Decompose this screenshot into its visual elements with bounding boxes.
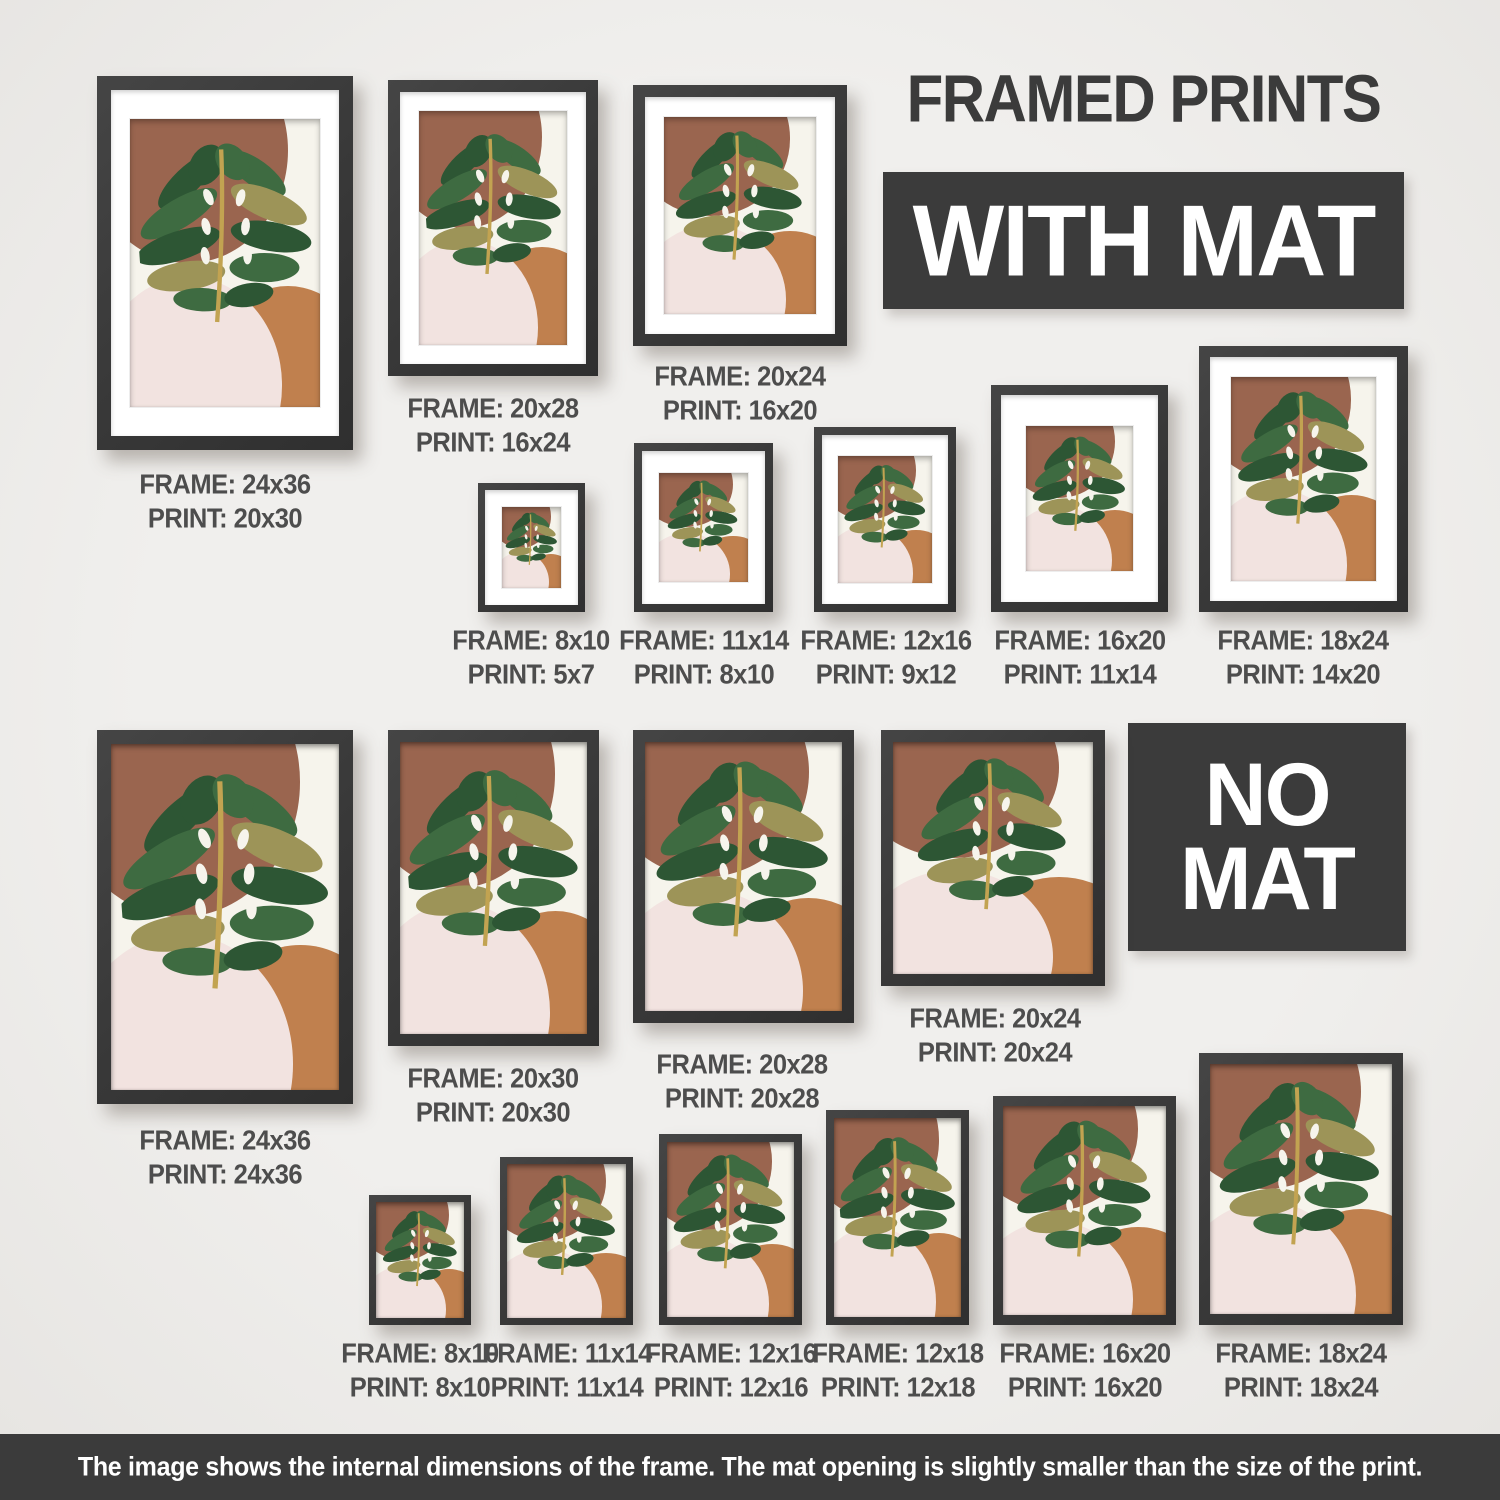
frame-nm-11x14 <box>500 1157 633 1325</box>
no-mat-banner-line2: MAT <box>1180 829 1354 929</box>
page-title <box>883 58 1404 138</box>
print-size-text: PRINT: 11x14 <box>490 1372 644 1404</box>
frame-interior <box>485 490 578 605</box>
print-size-text: PRINT: 20x28 <box>664 1083 820 1115</box>
art-print <box>376 1202 464 1318</box>
frame-size-text: FRAME: 24x36 <box>139 1125 311 1156</box>
art-print <box>502 507 560 588</box>
print-size-text: PRINT: 16x20 <box>662 395 818 427</box>
art-print <box>1231 377 1376 580</box>
frame-size-text: FRAME: 20x24 <box>909 1003 1081 1034</box>
page-title-text: FRAMED PRINTS <box>906 60 1381 136</box>
frame-interior <box>400 92 586 364</box>
frame-size-text: FRAME: 20x30 <box>407 1063 579 1094</box>
frame-interior <box>645 97 835 334</box>
no-mat-banner-line1: NO <box>1204 744 1330 845</box>
footer-bar <box>0 1434 1500 1500</box>
frame-wm-12x16 <box>814 427 956 612</box>
with-mat-banner <box>883 172 1404 309</box>
monstera-artwork <box>834 1118 961 1317</box>
frame-wm-20x28 <box>388 80 598 376</box>
frame-nm-20x30 <box>388 730 599 1046</box>
monstera-artwork <box>1003 1106 1166 1315</box>
print-size-text: PRINT: 16x20 <box>1007 1372 1163 1404</box>
size-label-wm-8x10 <box>452 624 609 692</box>
print-size-text: PRINT: 16x24 <box>415 427 571 459</box>
art-print <box>664 117 816 315</box>
frame-interior <box>1210 1064 1392 1314</box>
frame-size-text: FRAME: 20x28 <box>407 393 579 424</box>
monstera-leaf-icon <box>660 474 747 556</box>
frame-size-text: FRAME: 16x20 <box>999 1338 1171 1369</box>
monstera-leaf-icon <box>112 751 338 1007</box>
monstera-artwork <box>130 119 320 407</box>
frame-nm-12x18 <box>826 1110 969 1325</box>
art-print <box>659 473 748 582</box>
art-print <box>834 1118 961 1317</box>
monstera-leaf-icon <box>1026 428 1132 536</box>
frame-size-text: FRAME: 11x14 <box>619 625 789 656</box>
size-label-wm-18x24 <box>1217 624 1388 692</box>
frame-interior <box>376 1202 464 1318</box>
size-label-wm-20x24 <box>654 360 825 428</box>
frame-size-text: FRAME: 20x28 <box>656 1049 828 1080</box>
frame-interior <box>1001 395 1158 602</box>
size-label-nm-16x20 <box>999 1337 1170 1405</box>
size-label-nm-24x36 <box>139 1124 310 1192</box>
size-label-wm-12x16 <box>800 624 971 692</box>
monstera-artwork <box>1026 426 1134 571</box>
with-mat-banner-text: WITH MAT <box>912 183 1375 297</box>
monstera-leaf-icon <box>896 745 1091 920</box>
monstera-artwork <box>893 742 1093 974</box>
print-size-text: PRINT: 18x24 <box>1223 1372 1379 1404</box>
frame-size-text: FRAME: 18x24 <box>1215 1338 1387 1369</box>
frame-wm-18x24 <box>1199 346 1408 612</box>
frame-interior <box>667 1142 794 1317</box>
frame-interior <box>822 435 948 604</box>
art-print <box>667 1142 794 1317</box>
size-label-nm-20x24 <box>909 1002 1080 1070</box>
size-label-nm-20x30 <box>407 1062 578 1130</box>
frame-nm-18x24 <box>1199 1053 1403 1325</box>
frame-nm-24x36 <box>97 730 353 1104</box>
no-mat-banner <box>1128 723 1406 951</box>
size-label-wm-20x28 <box>407 392 578 460</box>
print-size-text: PRINT: 14x20 <box>1225 659 1381 691</box>
print-size-text: PRINT: 8x10 <box>633 659 775 691</box>
art-print <box>130 119 320 407</box>
frame-size-text: FRAME: 16x20 <box>994 625 1166 656</box>
footer-note: The image shows the internal dimensions of the frame. The mat opening is slightly smaller than the size of the print. <box>77 1451 1423 1482</box>
frame-size-text: FRAME: 8x10 <box>452 625 610 656</box>
monstera-artwork <box>838 456 933 583</box>
frame-nm-16x20 <box>993 1096 1176 1325</box>
monstera-artwork <box>376 1202 464 1318</box>
print-size-text: PRINT: 24x36 <box>147 1159 303 1191</box>
art-print <box>111 744 339 1090</box>
frame-interior <box>507 1164 626 1318</box>
art-print <box>893 742 1093 974</box>
monstera-artwork <box>667 1142 794 1317</box>
monstera-leaf-icon <box>419 116 567 288</box>
monstera-leaf-icon <box>1232 381 1375 532</box>
frame-nm-12x16 <box>659 1134 802 1325</box>
monstera-artwork <box>645 742 842 1011</box>
monstera-leaf-icon <box>665 120 814 268</box>
monstera-leaf-icon <box>401 748 587 964</box>
size-label-nm-12x18 <box>812 1337 983 1405</box>
frame-interior <box>893 742 1093 974</box>
frame-size-text: FRAME: 12x16 <box>800 625 972 656</box>
frame-wm-11x14 <box>634 443 773 612</box>
monstera-leaf-icon <box>131 125 319 339</box>
frame-size-text: FRAME: 8x10 <box>341 1338 499 1369</box>
print-size-text: PRINT: 5x7 <box>467 659 595 691</box>
monstera-artwork <box>419 111 568 344</box>
frame-interior <box>1003 1106 1166 1315</box>
size-label-nm-12x16 <box>645 1337 816 1405</box>
frame-nm-8x10 <box>369 1195 471 1325</box>
monstera-leaf-icon <box>1005 1109 1165 1265</box>
frame-interior <box>400 742 587 1034</box>
monstera-artwork <box>664 117 816 315</box>
monstera-leaf-icon <box>647 747 841 947</box>
print-size-text: PRINT: 12x18 <box>820 1372 976 1404</box>
print-size-text: PRINT: 9x12 <box>815 659 957 691</box>
frame-size-text: FRAME: 18x24 <box>1217 625 1389 656</box>
monstera-artwork <box>1210 1064 1392 1314</box>
monstera-artwork <box>111 744 339 1090</box>
frame-size-text: FRAME: 11x14 <box>482 1338 652 1369</box>
frame-wm-8x10 <box>478 483 585 612</box>
size-label-wm-16x20 <box>994 624 1165 692</box>
art-print <box>645 742 842 1011</box>
monstera-leaf-icon <box>508 1166 625 1281</box>
art-print <box>1210 1064 1392 1314</box>
frame-interior <box>111 90 339 436</box>
monstera-artwork <box>502 507 560 588</box>
print-size-text: PRINT: 20x24 <box>917 1037 1073 1069</box>
monstera-leaf-icon <box>839 458 932 553</box>
frame-size-text: FRAME: 12x18 <box>812 1338 984 1369</box>
size-label-nm-18x24 <box>1215 1337 1386 1405</box>
art-print <box>1026 426 1134 571</box>
art-print <box>419 111 568 344</box>
size-label-wm-24x36 <box>139 468 310 536</box>
monstera-leaf-icon <box>834 1122 960 1269</box>
monstera-artwork <box>659 473 748 582</box>
print-size-text: PRINT: 20x30 <box>415 1097 571 1129</box>
print-size-text: PRINT: 8x10 <box>349 1372 491 1404</box>
frame-wm-20x24 <box>633 85 847 346</box>
monstera-leaf-icon <box>503 509 560 569</box>
print-size-text: PRINT: 12x16 <box>653 1372 809 1404</box>
frame-nm-20x24 <box>881 730 1105 986</box>
art-print <box>507 1164 626 1318</box>
monstera-leaf-icon <box>1211 1068 1390 1254</box>
frame-size-text: FRAME: 12x16 <box>645 1338 817 1369</box>
art-print <box>400 742 587 1034</box>
size-label-nm-20x28 <box>656 1048 827 1116</box>
frame-size-text: FRAME: 24x36 <box>139 469 311 500</box>
monstera-leaf-icon <box>668 1145 793 1275</box>
frame-interior <box>834 1118 961 1317</box>
size-label-nm-8x10 <box>341 1337 498 1405</box>
print-size-text: PRINT: 11x14 <box>1003 659 1157 691</box>
frame-interior <box>1210 357 1397 601</box>
frame-interior <box>645 742 842 1011</box>
monstera-artwork <box>1231 377 1376 580</box>
monstera-artwork <box>400 742 587 1034</box>
print-size-text: PRINT: 20x30 <box>147 503 303 535</box>
frame-nm-20x28 <box>633 730 854 1023</box>
frame-wm-16x20 <box>991 385 1168 612</box>
monstera-leaf-icon <box>377 1204 463 1291</box>
monstera-artwork <box>507 1164 626 1318</box>
art-print <box>1003 1106 1166 1315</box>
frame-wm-24x36 <box>97 76 353 450</box>
size-label-wm-11x14 <box>619 624 789 692</box>
size-label-nm-11x14 <box>482 1337 652 1405</box>
frame-interior <box>642 451 765 604</box>
art-print <box>838 456 933 583</box>
frame-size-text: FRAME: 20x24 <box>654 361 826 392</box>
frame-interior <box>111 744 339 1090</box>
